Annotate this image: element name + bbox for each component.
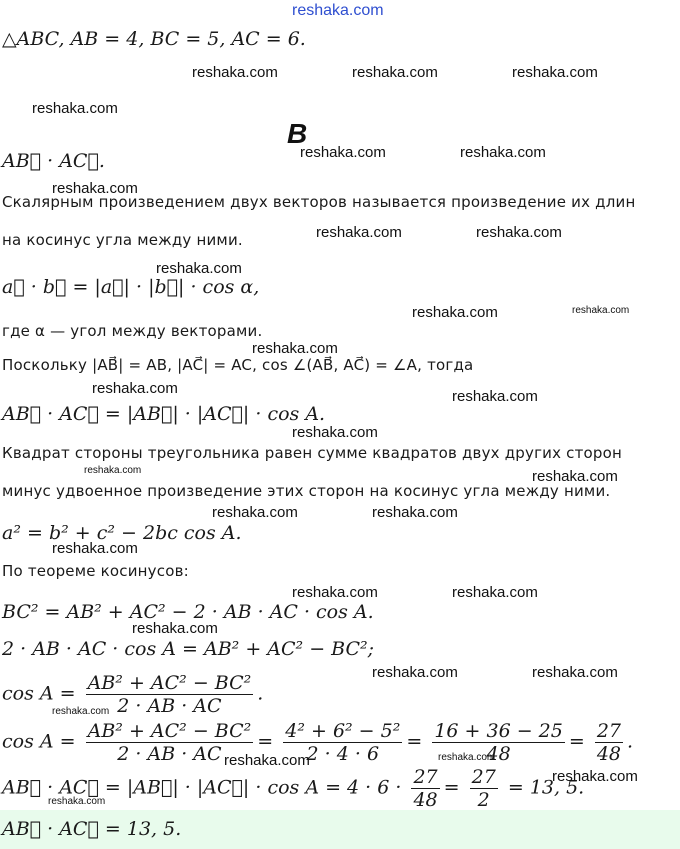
calc-num-2: 4² + 6² − 5² — [285, 720, 401, 742]
calc-num-3: 16 + 36 − 25 — [434, 720, 563, 742]
cos-a-denominator: 2 · AB · AC — [117, 695, 222, 717]
watermark-small: reshaka.com — [572, 305, 630, 316]
product-den-2: 2 — [477, 789, 490, 811]
watermark: reshaka.com — [412, 304, 498, 321]
watermark-small: reshaka.com — [438, 752, 496, 763]
watermark: reshaka.com — [92, 380, 178, 397]
cos-a-numerator: AB² + AC² − BC² — [87, 672, 252, 694]
cos-a-lhs: cos A = — [2, 682, 76, 705]
watermark: reshaka.com — [452, 584, 538, 601]
watermark: reshaka.com — [532, 664, 618, 681]
bc-squared-line: BC² = AB² + AC² − 2 · AB · AC · cos A. — [2, 601, 374, 623]
watermark: reshaka.com — [300, 144, 386, 161]
watermark: reshaka.com — [212, 504, 298, 521]
by-cosine-theorem: По теореме косинусов: — [2, 562, 189, 580]
product-num-2: 27 — [471, 766, 496, 788]
watermark: reshaka.com — [372, 664, 458, 681]
watermark: reshaka.com — [292, 584, 378, 601]
watermark: reshaka.com — [52, 540, 138, 557]
watermark: reshaka.com — [52, 180, 138, 197]
task-line: AB⃗ · AC⃗. — [2, 150, 105, 172]
watermark: reshaka.com — [372, 504, 458, 521]
product-lhs: AB⃗ · AC⃗ = |AB⃗| · |AC⃗| · cos A = 4 · 6 · — [2, 776, 402, 799]
watermark: reshaka.com — [460, 144, 546, 161]
product-result: = 13, 5. — [507, 776, 585, 799]
cos-a-calculation-line: cos A = $\frac{\text{AB² + AC² − BC²}}{2 \cdot AB \cdot AC}$ = $\frac{\text{4² + 6² − 5²}}{2 \cdot 4 \cdot 6}$ = $\frac{16 + 36 - 25}{48}$ = $\frac{27}{48}$ . — [2, 720, 634, 765]
cos-a-fraction — [86, 672, 254, 717]
watermark-small: reshaka.com — [84, 465, 142, 476]
where-line: где α — угол между векторами. — [2, 322, 263, 340]
watermark: reshaka.com — [32, 100, 118, 117]
watermark-top: reshaka.com — [292, 2, 384, 19]
watermark: reshaka.com — [156, 260, 242, 277]
given-line: △ABC, AB = 4, BC = 5, AC = 6. — [2, 28, 306, 50]
then-line: AB⃗ · AC⃗ = |AB⃗| · |AC⃗| · cos A. — [2, 403, 326, 425]
watermark: reshaka.com — [192, 64, 278, 81]
watermark: reshaka.com — [132, 620, 218, 637]
product-calculation-line: AB⃗ · AC⃗ = |AB⃗| · |AC⃗| · cos A = 4 · 6 · $\frac{27}{48}$ = $\frac{27}{2}$ = 13, 5. — [2, 766, 585, 811]
calc-den-1: 2 · AB · AC — [117, 743, 222, 765]
calc-den-2: 2 · 4 · 6 — [306, 743, 380, 765]
definition-line-2: на косинус угла между ними. — [2, 231, 243, 249]
watermark: reshaka.com — [452, 388, 538, 405]
calc-num-1: AB² + AC² − BC² — [87, 720, 252, 742]
watermark: reshaka.com — [224, 752, 310, 769]
calc-den-4: 48 — [596, 743, 622, 765]
watermark: reshaka.com — [316, 224, 402, 241]
watermark: reshaka.com — [292, 424, 378, 441]
product-fraction-1 — [411, 766, 439, 811]
watermark: reshaka.com — [352, 64, 438, 81]
watermark: reshaka.com — [532, 468, 618, 485]
product-fraction-2 — [470, 766, 498, 811]
calc-den-3: 48 — [486, 743, 511, 765]
watermark: reshaka.com — [476, 224, 562, 241]
two-ab-line: 2 · AB · AC · cos A = AB² + AC² − BC²; — [2, 638, 375, 660]
answer-line: AB⃗ · AC⃗ = 13, 5. — [2, 818, 182, 840]
law-formula: a² = b² + c² − 2bc cos A. — [2, 522, 242, 544]
section-letter: B — [287, 118, 308, 149]
dot-product-formula: a⃗ · b⃗ = |a⃗| · |b⃗| · cos α, — [2, 276, 260, 298]
since-line: Поскольку |AB⃗| = AB, |AC⃗| = AC, cos ∠(AB⃗, AC⃗) = ∠A, тогда — [2, 356, 474, 374]
law-line-1: Квадрат стороны треугольника равен сумме квадратов двух других сторон — [2, 444, 623, 462]
product-den-1: 48 — [413, 789, 438, 811]
definition-line-1: Скалярным произведением двух векторов называется произведение их длин — [2, 193, 636, 211]
watermark: reshaka.com — [512, 64, 598, 81]
watermark-small: reshaka.com — [52, 706, 110, 717]
cos-a-calc-lhs: cos A = — [2, 730, 76, 753]
watermark-small: reshaka.com — [48, 796, 106, 807]
product-num-1: 27 — [413, 766, 438, 788]
watermark: reshaka.com — [252, 340, 338, 357]
calc-fraction-4 — [595, 720, 623, 765]
cos-a-fraction-line: cos A = $\frac{\text{AB² + AC² − BC²}}{2 \cdot AB \cdot AC}$ . — [2, 672, 264, 717]
law-line-2: минус удвоенное произведение этих сторон на косинус угла между ними. — [2, 482, 611, 500]
calc-num-4: 27 — [596, 720, 622, 742]
watermark: reshaka.com — [552, 768, 638, 785]
